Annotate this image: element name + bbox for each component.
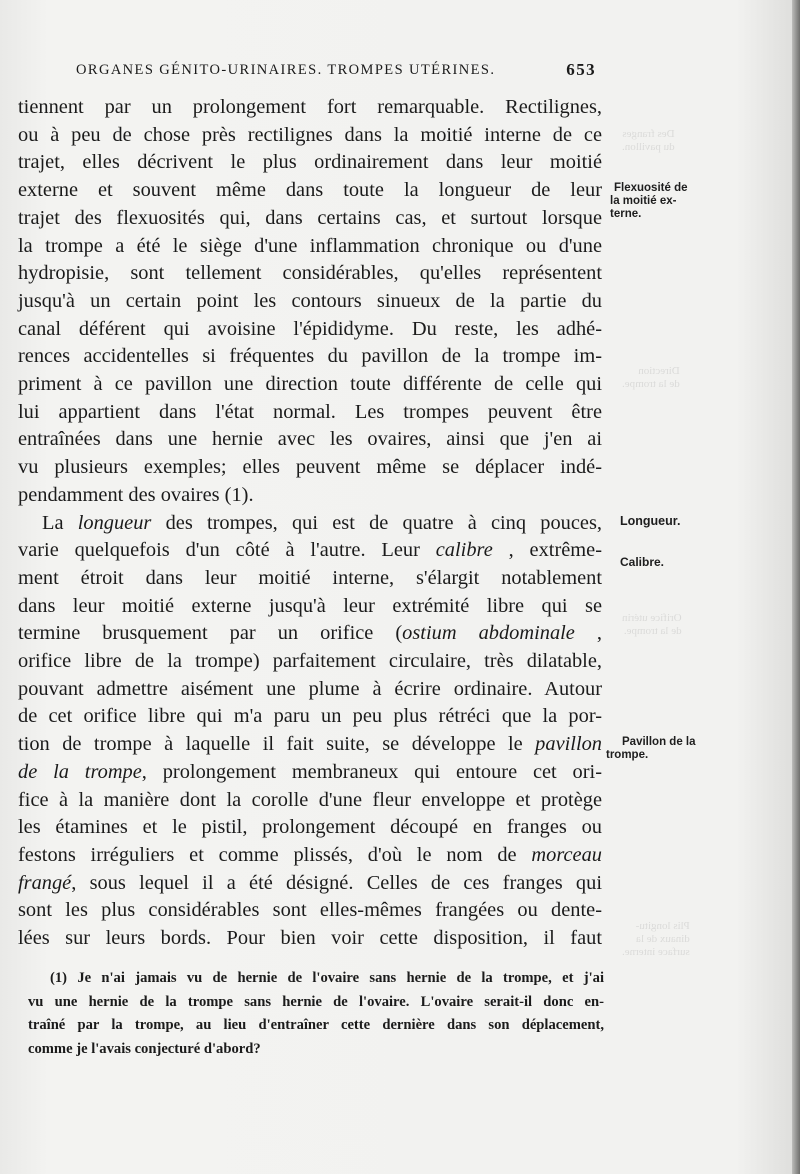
term-frange: frangé [18,871,72,894]
text-line: hydropisie, sont tellement considérables, qu'elles représentent [18,262,602,285]
text-line: priment à ce pavillon une direction toute différente de celle qui [18,373,602,396]
text-line: frangé, sous lequel il a été désigné. Celles de ces franges qui [18,871,602,894]
text-line: varie quelquefois d'un côté à l'autre. Leur calibre , extrême- [18,539,602,562]
bleed-through: Orifice utérin de la trompe. [622,612,682,637]
bleed-through: Direction de la trompe. [622,365,680,390]
term-pavillon: pavillon [535,733,602,756]
footnote-line: (1) Je n'ai jamais vu de hernie de l'ovaire sans hernie de la trompe, et j'ai [50,970,604,986]
margin-note-pavillon: Pavillon de la trompe. [606,736,696,761]
text-line: tiennent par un prolongement fort remarquable. Rectilignes, [18,96,602,118]
text-line: trajet, elles décrivent le plus ordinairement dans leur moitié [18,151,602,174]
text-line: vu plusieurs exemples; elles peuvent même se déplacer indé- [18,456,602,479]
bleed-through: Plis longitu- dinaux de la surface interne. [622,920,690,958]
page-edge-shadow [792,0,800,1174]
text-line: sont les plus considérables sont elles-mêmes frangées ou dente- [18,899,602,922]
term-morceau: morceau [531,843,602,866]
running-header [76,60,596,84]
text-line: dans leur moitié externe jusqu'à leur extrémité libre qui se [18,594,602,617]
main-text [18,94,602,953]
text-line: canal déférent qui avoisine l'épididyme. Du reste, les adhé- [18,317,602,340]
text-line: jusqu'à un certain point les contours sinueux de la partie du [18,289,602,312]
footnote-line: comme je l'avais conjecturé d'abord? [28,1040,261,1057]
text-line: La longueur des trompes, qui est de quatre à cinq pouces, [42,511,602,534]
text-line: trajet des flexuosités qui, dans certains cas, et surtout lorsque [18,206,602,229]
bleed-through: Des franges du pavillon. [622,128,675,153]
footnote-line: vu une hernie de la trompe sans hernie de l'ovaire. L'ovaire serait-il donc en- [28,993,604,1010]
text-line: ment étroit dans leur moitié interne, s'élargit notablement [18,566,602,589]
text-line: fice à la manière dont la corolle d'une fleur enveloppe et protège [18,788,602,811]
text-line: rences accidentelles si fréquentes du pavillon de la trompe im- [18,345,602,368]
term-de-la-trompe: de la trompe [18,760,142,783]
text-line: les étamines et le pistil, prolongement découpé en franges ou [18,816,602,839]
margin-note-flexuosite: Flexuosité de la moitié ex- terne. [610,182,688,220]
text-line: lui appartient dans l'état normal. Les trompes peuvent être [18,400,602,423]
running-title: ORGANES GÉNITO-URINAIRES. TROMPES UTÉRINES. [76,62,496,78]
text-line: termine brusquement par un orifice (ostium abdominale , [18,622,602,645]
term-calibre: calibre [435,539,493,562]
text-line: externe et souvent même dans toute la longueur de leur [18,179,602,202]
text-line: de la trompe, prolongement membraneux qui entoure cet ori- [18,760,603,783]
text-line: lées sur leurs bords. Pour bien voir cette disposition, il faut [18,927,602,950]
term-longueur: longueur [77,511,152,534]
text-line: entraînées dans une hernie avec les ovaires, ainsi que j'en ai [18,428,602,451]
text-line: ou à peu de chose près rectilignes dans la moitié interne de ce [18,123,602,146]
text-line: la trompe a été le siège d'une inflammation chronique ou d'une [18,234,602,257]
term-ostium: ostium abdominale [402,622,575,645]
footnote-line: traîné par la trompe, au lieu d'entraîner cette dernière dans son déplacement, [28,1017,604,1033]
text-line: pendamment des ovaires (1). [18,483,254,506]
margin-note-longueur: Longueur. [620,514,681,528]
margin-note-calibre: Calibre. [620,555,665,569]
page-number: 653 [566,60,596,79]
text-line: festons irréguliers et comme plissés, d'où le nom de morceau [18,843,602,866]
text-line: pouvant admettre aisément une plume à écrire ordinaire. Autour [18,677,602,700]
text-line: de cet orifice libre qui m'a paru un peu plus rétréci que la por- [18,705,602,728]
text-line: tion de trompe à laquelle il fait suite, se développe le pavillon [18,733,602,756]
footnotes [28,967,604,1061]
text-line: orifice libre de la trompe) parfaitement circulaire, très dilatable, [18,650,602,673]
